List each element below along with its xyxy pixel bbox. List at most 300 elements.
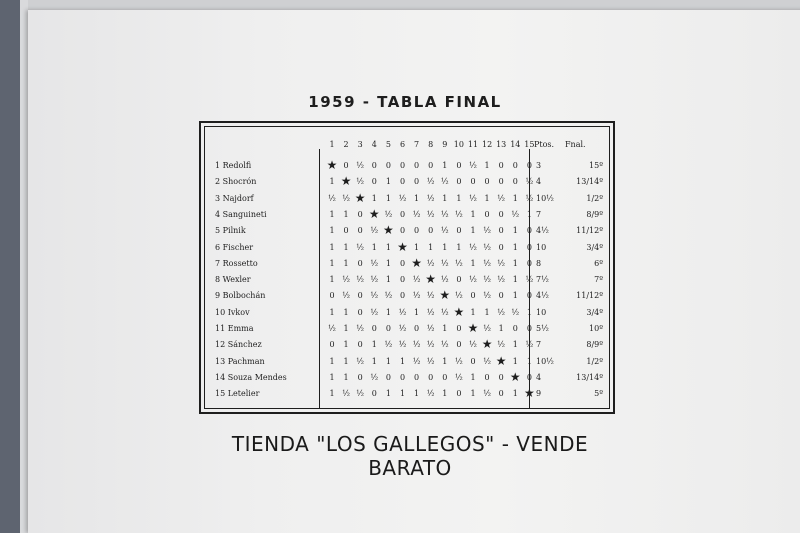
points-value: 4½ bbox=[536, 291, 549, 301]
result-cell: 0 bbox=[399, 291, 406, 301]
final-rank-value: 10º bbox=[589, 324, 603, 333]
result-cell: ½ bbox=[370, 226, 379, 236]
result-cell: 0 bbox=[484, 372, 490, 382]
final-rank-value: 3/4º bbox=[586, 242, 603, 252]
result-cell: 0 bbox=[428, 372, 434, 382]
result-cell: 1 bbox=[442, 356, 448, 366]
result-cell: 0 bbox=[329, 340, 335, 350]
result-cell: 0 bbox=[343, 161, 349, 170]
result-cell: ½ bbox=[356, 242, 365, 252]
table-row bbox=[201, 239, 611, 255]
points-value: 4 bbox=[536, 372, 542, 382]
player-name bbox=[215, 161, 251, 170]
result-cell: ½ bbox=[426, 324, 435, 333]
result-cell: 1 bbox=[442, 389, 448, 399]
final-rank-value: 8/9º bbox=[586, 209, 603, 219]
self-cell-star-icon: ★ bbox=[467, 321, 479, 335]
self-cell-star-icon: ★ bbox=[524, 386, 535, 401]
result-cell: 0 bbox=[456, 275, 462, 285]
result-cell: 0 bbox=[470, 291, 476, 301]
result-cell: 0 bbox=[498, 177, 504, 187]
result-cell: 1 bbox=[371, 340, 377, 350]
result-cell: 1 bbox=[343, 242, 349, 252]
result-cell: 0 bbox=[414, 372, 420, 382]
result-cell: 1 bbox=[343, 356, 349, 366]
table-row bbox=[201, 255, 611, 271]
points-value: 7 bbox=[536, 209, 542, 219]
result-cell: 0 bbox=[498, 372, 504, 382]
table-row bbox=[201, 287, 611, 303]
column-header: 8 bbox=[428, 140, 434, 149]
result-cell: 1 bbox=[470, 258, 476, 268]
result-cell: ½ bbox=[455, 372, 463, 382]
result-cell: 0 bbox=[512, 177, 518, 187]
result-cell: 1 bbox=[385, 258, 391, 268]
result-cell: 1 bbox=[414, 307, 420, 317]
result-cell: 1 bbox=[329, 307, 335, 317]
result-cell: ½ bbox=[342, 275, 350, 285]
self-cell-star-icon: ★ bbox=[453, 304, 465, 319]
result-cell: ½ bbox=[497, 258, 506, 268]
player-name-text: 10 Ivkov bbox=[215, 307, 250, 317]
table-row bbox=[201, 369, 611, 385]
result-cell: 0 bbox=[526, 324, 532, 333]
result-cell: ½ bbox=[440, 226, 449, 236]
result-cell: 1 bbox=[442, 193, 448, 203]
result-cell: ½ bbox=[483, 291, 491, 301]
result-cell: ½ bbox=[398, 193, 407, 203]
player-name-text: 2 Shocrón bbox=[215, 177, 257, 187]
result-cell: 0 bbox=[526, 226, 532, 236]
points-value: 10½ bbox=[536, 356, 554, 366]
result-cell: 1 bbox=[343, 324, 349, 333]
self-cell-star-icon: ★ bbox=[368, 206, 380, 221]
result-cell: 0 bbox=[512, 161, 518, 170]
result-cell: 1 bbox=[329, 356, 335, 366]
column-header: 13 bbox=[496, 140, 507, 149]
result-cell: ½ bbox=[497, 275, 506, 285]
table-row bbox=[201, 304, 611, 320]
result-cell: ½ bbox=[356, 356, 365, 366]
result-cell: 1 bbox=[329, 258, 335, 268]
player-name bbox=[215, 243, 253, 252]
result-cell: ½ bbox=[469, 340, 477, 350]
final-rank-value: 1/2º bbox=[586, 193, 603, 203]
points-value: 7 bbox=[536, 340, 542, 350]
result-cell: 0 bbox=[456, 177, 462, 187]
result-cell: 0 bbox=[512, 324, 518, 333]
result-cell: 0 bbox=[414, 177, 420, 187]
result-cell: 1 bbox=[399, 389, 406, 399]
player-name bbox=[215, 340, 262, 349]
result-cell: 1 bbox=[470, 372, 476, 382]
result-cell: 1 bbox=[526, 307, 532, 317]
column-header: 6 bbox=[399, 140, 406, 149]
result-cell: 0 bbox=[414, 324, 420, 333]
crosstable bbox=[199, 121, 615, 414]
result-cell: 0 bbox=[399, 226, 406, 236]
self-cell-star-icon: ★ bbox=[340, 174, 352, 189]
result-cell: 0 bbox=[526, 242, 532, 252]
result-cell: 0 bbox=[484, 209, 490, 219]
final-rank-value: 13/14º bbox=[576, 372, 603, 382]
points-value: 4½ bbox=[536, 226, 549, 236]
result-cell: 0 bbox=[456, 161, 462, 170]
result-cell: ½ bbox=[328, 324, 336, 333]
result-cell: 0 bbox=[385, 372, 391, 382]
result-cell: 1 bbox=[385, 389, 391, 399]
result-cell: ½ bbox=[370, 291, 379, 301]
result-cell: 0 bbox=[357, 226, 363, 236]
self-cell-star-icon: ★ bbox=[425, 272, 437, 287]
result-cell: ½ bbox=[426, 356, 435, 366]
result-cell: 1 bbox=[371, 242, 377, 252]
result-cell: ½ bbox=[370, 307, 379, 317]
result-cell: ½ bbox=[469, 275, 477, 285]
player-name bbox=[215, 373, 287, 382]
result-cell: 1 bbox=[385, 242, 391, 252]
result-cell: 1 bbox=[343, 372, 349, 382]
result-cell: 0 bbox=[399, 209, 406, 219]
column-header: 2 bbox=[343, 140, 349, 149]
result-cell: 0 bbox=[456, 340, 462, 350]
table-row bbox=[201, 222, 611, 238]
result-cell: 0 bbox=[357, 372, 363, 382]
player-name bbox=[215, 194, 254, 203]
player-name-text: 7 Rossetto bbox=[215, 258, 258, 268]
result-cell: 1 bbox=[343, 307, 349, 317]
self-cell-star-icon: ★ bbox=[495, 353, 507, 368]
result-cell: 1 bbox=[456, 242, 462, 252]
result-cell: 0 bbox=[498, 161, 504, 170]
table-row bbox=[201, 385, 611, 401]
result-cell: 1 bbox=[329, 209, 335, 219]
result-cell: 1 bbox=[343, 209, 349, 219]
result-cell: 1 bbox=[512, 258, 518, 268]
result-cell: 1 bbox=[512, 193, 518, 203]
result-cell: ½ bbox=[412, 356, 421, 366]
result-cell: 0 bbox=[385, 324, 391, 333]
result-cell: 0 bbox=[329, 291, 335, 301]
column-header: 11 bbox=[467, 140, 479, 149]
column-header: 14 bbox=[510, 140, 521, 149]
result-cell: ½ bbox=[511, 209, 520, 219]
result-cell: 0 bbox=[371, 161, 377, 170]
result-cell: ½ bbox=[412, 291, 421, 301]
result-cell: ½ bbox=[342, 291, 350, 301]
result-cell: 1 bbox=[470, 209, 476, 219]
result-cell: ½ bbox=[426, 209, 435, 219]
result-cell: 1 bbox=[329, 372, 335, 382]
table-row bbox=[201, 190, 611, 206]
result-cell: ½ bbox=[356, 177, 365, 187]
result-cell: ½ bbox=[483, 356, 491, 366]
result-cell: ½ bbox=[356, 275, 365, 285]
result-cell: 1 bbox=[526, 356, 532, 366]
result-cell: 0 bbox=[399, 372, 406, 382]
player-name-text: 12 Sánchez bbox=[215, 340, 262, 350]
result-cell: ½ bbox=[426, 307, 435, 317]
result-cell: 0 bbox=[442, 372, 448, 382]
result-cell: 0 bbox=[456, 226, 462, 236]
player-name-text: 11 Emma bbox=[215, 324, 254, 333]
result-cell: ½ bbox=[440, 177, 449, 187]
result-cell: 1 bbox=[385, 177, 391, 187]
final-rank-value: 11/12º bbox=[576, 226, 603, 236]
result-cell: 0 bbox=[399, 161, 406, 170]
table-row bbox=[201, 157, 611, 173]
result-cell: ½ bbox=[426, 258, 435, 268]
result-cell: 0 bbox=[484, 177, 490, 187]
table-row bbox=[201, 271, 611, 287]
result-cell: 0 bbox=[498, 226, 504, 236]
result-cell: ½ bbox=[384, 340, 393, 350]
result-cell: 0 bbox=[357, 291, 363, 301]
result-cell: 1 bbox=[329, 389, 335, 399]
player-name bbox=[215, 389, 259, 398]
result-cell: 0 bbox=[357, 307, 363, 317]
player-name-text: 1 Redolfi bbox=[215, 161, 252, 170]
result-cell: ½ bbox=[412, 209, 421, 219]
result-cell: 1 bbox=[512, 389, 518, 399]
result-cell: 1 bbox=[512, 275, 518, 285]
result-cell: 0 bbox=[399, 177, 406, 187]
points-value: 10 bbox=[536, 307, 547, 317]
result-cell: ½ bbox=[525, 275, 534, 285]
page-title: 1959 - TABLA FINAL bbox=[308, 93, 502, 111]
result-cell: ½ bbox=[356, 389, 365, 399]
table-row bbox=[201, 336, 611, 352]
result-cell: 1 bbox=[371, 356, 377, 366]
result-cell: 0 bbox=[343, 226, 349, 236]
result-cell: 0 bbox=[498, 291, 504, 301]
player-name-text: 13 Pachman bbox=[215, 356, 265, 366]
result-cell: 0 bbox=[498, 209, 504, 219]
result-cell: ½ bbox=[455, 356, 463, 366]
advertisement-footer: TIENDA "LOS GALLEGOS" - VENDE BARATO bbox=[231, 432, 589, 480]
result-cell: ½ bbox=[342, 193, 350, 203]
result-cell: ½ bbox=[483, 275, 491, 285]
player-name bbox=[215, 210, 267, 219]
result-cell: ½ bbox=[469, 242, 477, 252]
final-rank-value: 1/2º bbox=[586, 356, 603, 366]
result-cell: 1 bbox=[329, 242, 335, 252]
result-cell: 0 bbox=[399, 275, 406, 285]
result-cell: 0 bbox=[399, 258, 406, 268]
player-name-text: 14 Souza Mendes bbox=[215, 372, 287, 382]
points-value: 9 bbox=[536, 389, 542, 399]
self-cell-star-icon: ★ bbox=[509, 369, 521, 384]
points-value: 4 bbox=[536, 177, 542, 187]
self-cell-star-icon: ★ bbox=[326, 158, 338, 172]
result-cell: 1 bbox=[385, 193, 391, 203]
final-rank-value: 15º bbox=[589, 161, 603, 170]
result-cell: 0 bbox=[371, 389, 377, 399]
result-cell: ½ bbox=[469, 193, 477, 203]
result-cell: 1 bbox=[470, 307, 476, 317]
result-cell: ½ bbox=[469, 161, 477, 170]
self-cell-star-icon: ★ bbox=[397, 239, 408, 254]
result-cell: 1 bbox=[385, 307, 391, 317]
result-cell: 0 bbox=[526, 372, 532, 382]
result-cell: ½ bbox=[455, 291, 463, 301]
result-cell: ½ bbox=[426, 340, 435, 350]
result-cell: 0 bbox=[414, 226, 420, 236]
result-cell: 0 bbox=[456, 389, 462, 399]
final-rank-value: 3/4º bbox=[586, 307, 603, 317]
result-cell: 1 bbox=[343, 340, 349, 350]
points-value: 8 bbox=[536, 258, 542, 268]
result-cell: 0 bbox=[357, 209, 363, 219]
result-cell: ½ bbox=[426, 193, 435, 203]
player-name bbox=[215, 291, 265, 300]
result-cell: 0 bbox=[498, 242, 504, 252]
self-cell-star-icon: ★ bbox=[481, 337, 493, 352]
self-cell-star-icon: ★ bbox=[383, 223, 394, 238]
result-cell: 1 bbox=[484, 193, 490, 203]
result-cell: ½ bbox=[356, 161, 365, 170]
player-name bbox=[215, 177, 256, 186]
result-cell: ½ bbox=[370, 372, 379, 382]
player-name bbox=[215, 226, 246, 235]
final-rank-header: Fnal. bbox=[565, 140, 586, 149]
result-cell: ½ bbox=[483, 389, 491, 399]
result-cell: 0 bbox=[470, 356, 476, 366]
result-cell: ½ bbox=[525, 340, 534, 350]
result-cell: ½ bbox=[483, 226, 491, 236]
result-cell: 0 bbox=[414, 161, 420, 170]
result-cell: ½ bbox=[356, 324, 365, 333]
result-cell: ½ bbox=[497, 340, 506, 350]
points-value: 10 bbox=[536, 242, 547, 252]
result-cell: ½ bbox=[440, 340, 449, 350]
points-value: 7½ bbox=[536, 275, 549, 285]
points-value: 10½ bbox=[536, 193, 554, 203]
points-header: Ptos. bbox=[534, 140, 555, 149]
column-header: 15 bbox=[524, 140, 535, 149]
result-cell: 1 bbox=[470, 226, 476, 236]
result-cell: 1 bbox=[385, 275, 391, 285]
result-cell: 1 bbox=[442, 161, 448, 170]
result-cell: 1 bbox=[470, 389, 476, 399]
result-cell: 0 bbox=[428, 226, 434, 236]
result-cell: 1 bbox=[442, 242, 448, 252]
result-cell: ½ bbox=[440, 209, 449, 219]
result-cell: 1 bbox=[498, 324, 504, 333]
table-row bbox=[201, 320, 611, 336]
result-cell: ½ bbox=[483, 258, 491, 268]
player-name bbox=[215, 308, 250, 317]
column-header: 4 bbox=[371, 140, 377, 149]
self-cell-star-icon: ★ bbox=[439, 288, 451, 303]
self-cell-star-icon: ★ bbox=[411, 255, 422, 270]
result-cell: ½ bbox=[483, 242, 491, 252]
points-value: 5½ bbox=[536, 324, 549, 333]
result-cell: ½ bbox=[511, 307, 520, 317]
final-rank-value: 5º bbox=[594, 389, 603, 399]
final-rank-value: 6º bbox=[594, 258, 603, 268]
column-header: 12 bbox=[482, 140, 493, 149]
result-cell: ½ bbox=[342, 389, 350, 399]
player-name bbox=[215, 275, 251, 284]
column-header: 10 bbox=[453, 140, 464, 149]
result-cell: ½ bbox=[426, 177, 435, 187]
final-rank-value: 13/14º bbox=[576, 177, 603, 187]
result-cell: 0 bbox=[371, 177, 377, 187]
result-cell: ½ bbox=[370, 275, 379, 285]
result-cell: ½ bbox=[440, 307, 449, 317]
result-cell: 0 bbox=[357, 340, 363, 350]
final-rank-value: 7º bbox=[594, 275, 603, 285]
result-cell: 0 bbox=[526, 291, 532, 301]
points-value: 3 bbox=[536, 161, 542, 170]
table-row bbox=[201, 353, 611, 369]
column-header: 5 bbox=[385, 140, 391, 149]
result-cell: 0 bbox=[456, 324, 462, 333]
result-cell: 1 bbox=[456, 193, 462, 203]
final-rank-value: 11/12º bbox=[576, 291, 603, 301]
result-cell: ½ bbox=[384, 209, 393, 219]
column-header: 3 bbox=[357, 140, 363, 149]
result-cell: ½ bbox=[455, 258, 463, 268]
result-cell: ½ bbox=[426, 291, 435, 301]
player-name bbox=[215, 357, 265, 366]
player-name-text: 6 Fischer bbox=[215, 242, 254, 252]
result-cell: ½ bbox=[398, 340, 407, 350]
column-header: 9 bbox=[442, 140, 448, 149]
result-cell: 1 bbox=[399, 356, 406, 366]
table-row bbox=[201, 173, 611, 189]
result-cell: ½ bbox=[455, 209, 463, 219]
result-cell: 0 bbox=[385, 161, 391, 170]
result-cell: 1 bbox=[385, 356, 391, 366]
result-cell: 1 bbox=[343, 258, 349, 268]
result-cell: 1 bbox=[526, 209, 532, 219]
result-cell: 1 bbox=[371, 193, 377, 203]
result-cell: 1 bbox=[329, 177, 335, 187]
result-cell: 0 bbox=[526, 161, 532, 170]
result-cell: ½ bbox=[384, 291, 393, 301]
table-row bbox=[201, 206, 611, 222]
result-cell: 1 bbox=[512, 356, 518, 366]
final-rank-value: 8/9º bbox=[586, 340, 603, 350]
self-cell-star-icon: ★ bbox=[354, 190, 366, 205]
column-header: 1 bbox=[329, 140, 335, 149]
sheet-top-edge bbox=[28, 0, 800, 10]
result-cell: 1 bbox=[428, 242, 434, 252]
result-cell: ½ bbox=[398, 307, 407, 317]
column-header: 7 bbox=[414, 140, 420, 149]
result-cell: ½ bbox=[412, 275, 421, 285]
result-cell: ½ bbox=[497, 307, 506, 317]
result-cell: 1 bbox=[329, 275, 335, 285]
result-cell: 1 bbox=[414, 242, 420, 252]
result-cell: ½ bbox=[525, 177, 534, 187]
result-cell: ½ bbox=[440, 258, 449, 268]
result-cell: ½ bbox=[426, 389, 435, 399]
player-name-text: 8 Wexler bbox=[215, 275, 251, 285]
result-cell: 1 bbox=[484, 161, 490, 170]
result-cell: ½ bbox=[525, 193, 534, 203]
player-name-text: 9 Bolbochán bbox=[215, 291, 266, 301]
result-cell: 1 bbox=[512, 242, 518, 252]
player-name-text: 5 Pilnik bbox=[215, 226, 246, 236]
result-cell: 1 bbox=[484, 307, 490, 317]
result-cell: 1 bbox=[329, 226, 335, 236]
player-name-text: 4 Sanguineti bbox=[215, 209, 267, 219]
result-cell: 1 bbox=[442, 324, 448, 333]
player-name bbox=[215, 259, 258, 268]
